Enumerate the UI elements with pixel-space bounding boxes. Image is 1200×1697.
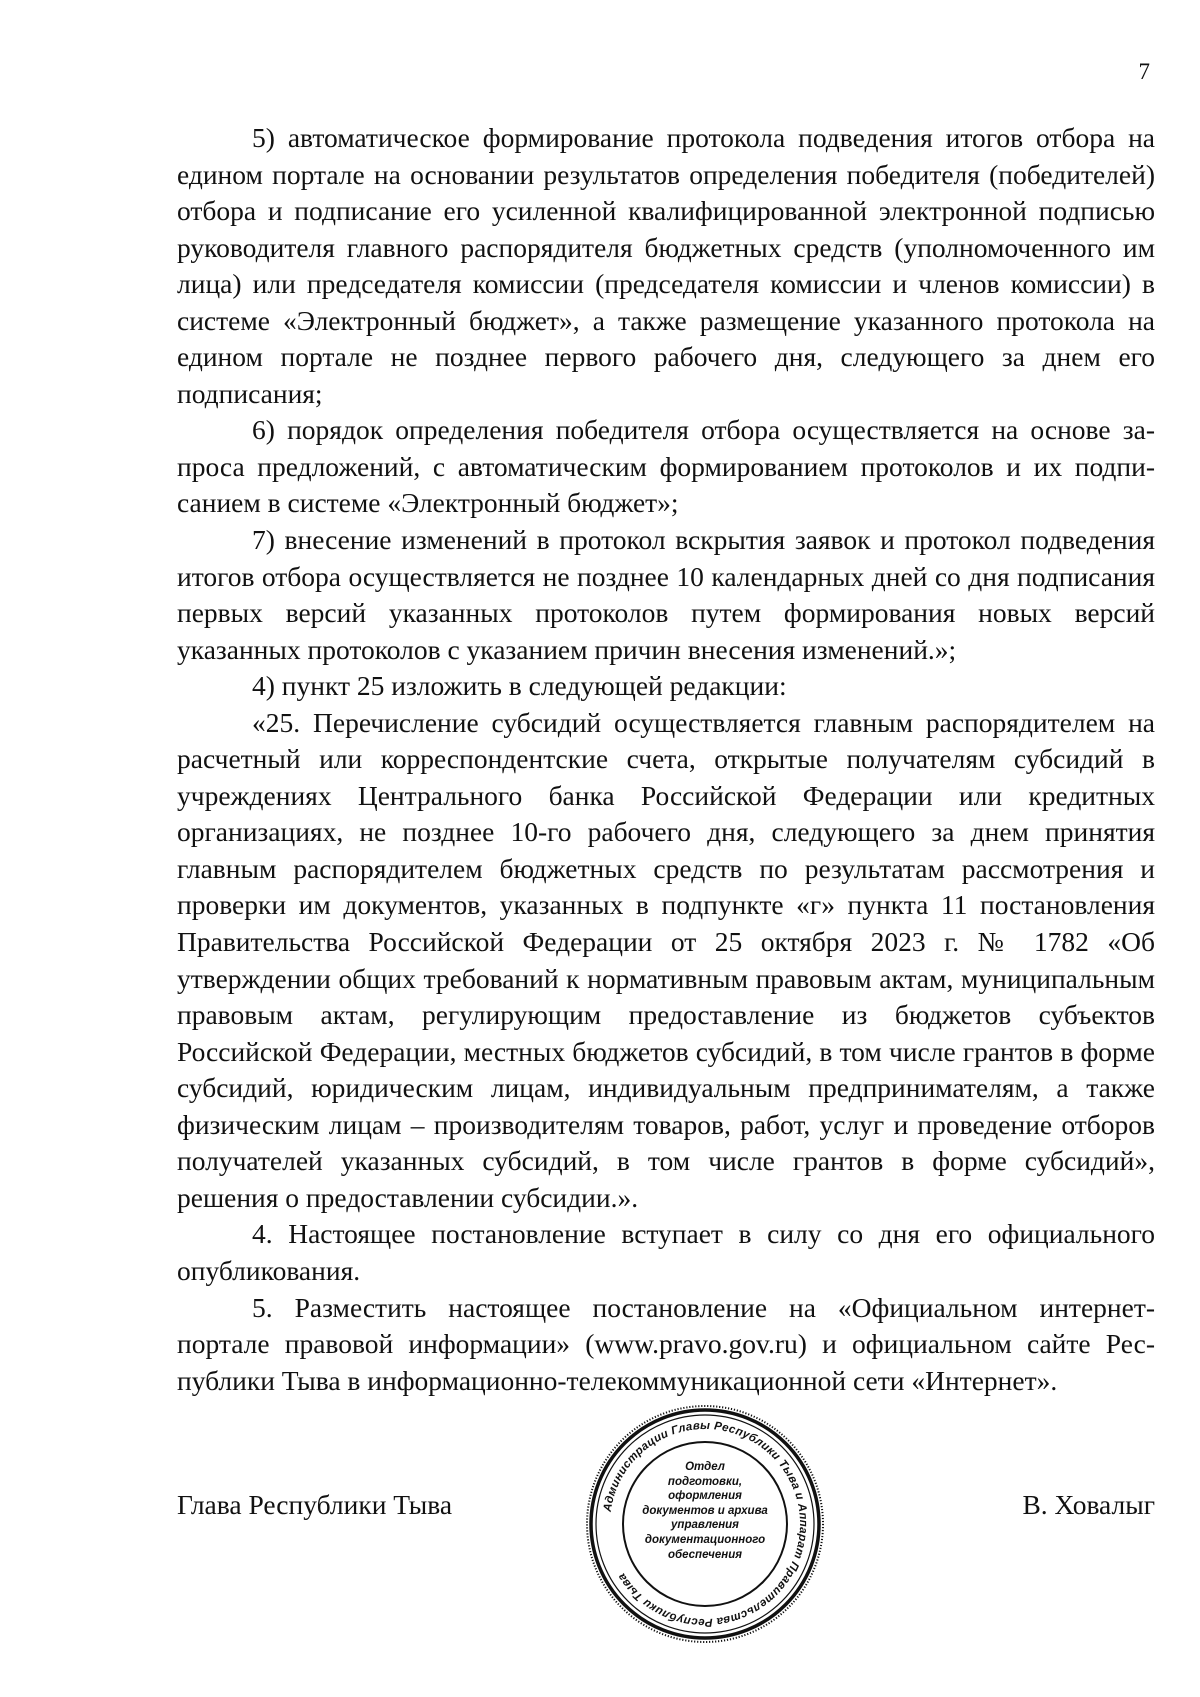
seal-center-text: Отдел подготовки, оформления документов и архива управления документационного обеспечения <box>642 1461 768 1561</box>
official-seal <box>583 1402 827 1646</box>
paragraph-item-5: 5) автоматическое формирование протокола подведения итогов отбора на едином портале на основании результатов определения победителя (победителей) отбора и подписание его усиленной квалифицированной электронной подписью руководителя главного распорядителя бюджетных средств (уполномоченного им лица) или председателя комиссии (председателя комиссии и членов комиссии) в системе «Электронный бюджет», а также размещение указанного протокола на едином портале не позднее первого рабочего дня, следующего за днем его подписания; <box>177 122 1155 409</box>
paragraph-clause-25: «25. Перечисление субсидий осуществляется главным распорядителем на расчетный или корреспондентские счета, открытые получателям субсидий в учреждениях Центрального банка Российской Федерации или кредитных организациях, не позднее 10-го рабочего дня, следующего за днем принятия главным распорядителем бюджетных средств по результатам рассмотрения и проверки им документов, указанных в подпункте «г» пункта 11 постановления Правительства Российской Федерации от 25 октября 2023 г. № 1782 «Об утверждении общих требований к нормативным правовым актам, муниципальным правовым актам, регулирующим предоставление из бюджетов субъектов Российской Федерации, местных бюджетов субсидий, в том числе грантов в форме субсидий, юридическим лицам, индивидуальным предпринимателям, а также физическим лицам – производителям товаров, работ, услуг и проведение отборов получателей указанных субсидий, в том числе грантов в форме субсидий», решения о предоставлении субсидии.». <box>177 706 1155 1213</box>
signatory-name: В. Ховалыг <box>1022 1489 1155 1520</box>
document-body <box>177 120 1155 1399</box>
paragraph-item-6: 6) порядок определения победителя отбора осуществляется на основе запроса предложений, с автоматическим формированием протоколов и их подписанием в системе «Электронный бюджет»; <box>177 414 1155 519</box>
paragraph-point-4: 4. Настоящее постановление вступает в силу со дня его официального опубликования. <box>177 1218 1155 1286</box>
signatory-position: Глава Республики Тыва <box>177 1489 453 1520</box>
paragraph-item-7: 7) внесение изменений в протокол вскрытия заявок и протокол подведения итогов отбора осуществляется не позднее 10 календарных дней со дня подписания первых версий указанных протоколов путем формирования новых версий указанных протоколов с указанием причин внесения изменений.»; <box>177 524 1155 665</box>
paragraph-subitem-4: 4) пункт 25 изложить в следующей редакции: <box>252 670 787 702</box>
seal-ring-text: Администрации Главы Республики Тыва и Аппарат Правительства Республики Тыва <box>601 1419 810 1629</box>
page-number: 7 <box>1138 59 1150 84</box>
paragraph-point-5: 5. Разместить настоящее постановление на «Официальном интернет-портале правовой информации» (www.pravo.gov.ru) и официальном сайте Республики Тыва в информационно-телекоммуникационной сети «Интернет». <box>177 1291 1155 1396</box>
